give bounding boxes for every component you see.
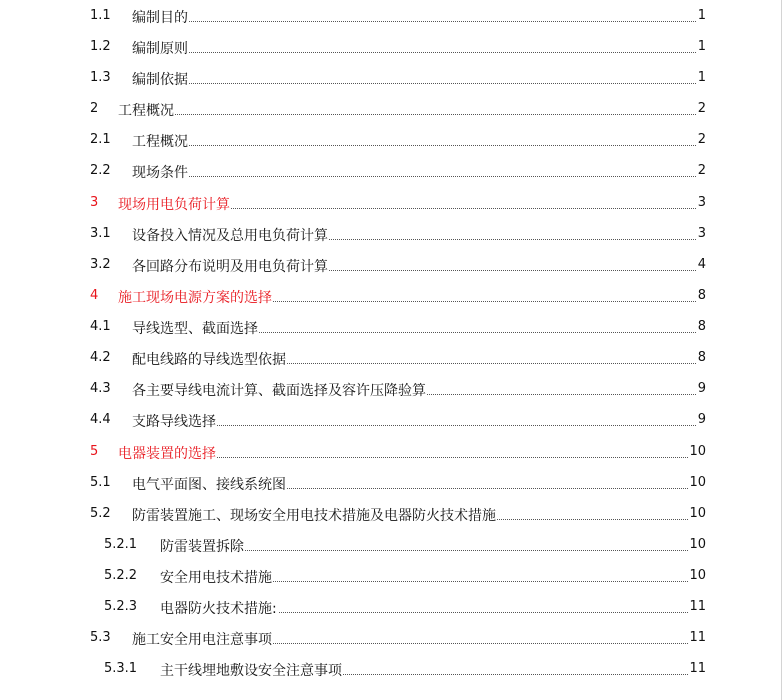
toc-page-number: 3 — [697, 226, 706, 241]
toc-page-number: 8 — [697, 319, 706, 334]
toc-entry-5-2-1[interactable] — [0, 534, 784, 556]
toc-entry-5-1[interactable] — [0, 472, 784, 494]
toc-entry-4-1[interactable] — [0, 316, 784, 338]
toc-page-number: 11 — [689, 661, 706, 676]
toc-number: 5.3.1 — [104, 661, 138, 676]
toc-leader — [132, 145, 700, 146]
toc-number: 3.1 — [90, 226, 111, 241]
toc-number: 5.2.2 — [104, 568, 138, 583]
toc-title: 支路导线选择 — [132, 411, 217, 431]
toc-number: 1.3 — [90, 70, 111, 85]
toc-page-number: 2 — [697, 163, 706, 178]
toc-title: 电气平面图、接线系统图 — [132, 474, 287, 494]
toc-entry-4-3[interactable] — [0, 378, 784, 400]
toc-page-number: 8 — [697, 350, 706, 365]
toc-title: 电器防火技术措施: — [160, 598, 278, 618]
toc-title: 编制依据 — [132, 69, 189, 89]
toc-page-number: 1 — [697, 8, 706, 23]
toc-number: 5.3 — [90, 630, 111, 645]
toc-number: 4.2 — [90, 350, 111, 365]
toc-page-number: 9 — [697, 381, 706, 396]
toc-number: 1.2 — [90, 39, 111, 54]
toc-title: 防雷装置拆除 — [160, 536, 245, 556]
toc-number: 1.1 — [90, 8, 111, 23]
toc-entry-1-1[interactable] — [0, 5, 784, 27]
toc-page-number: 4 — [697, 257, 706, 272]
toc-leader — [132, 52, 700, 53]
toc-title: 各回路分布说明及用电负荷计算 — [132, 256, 329, 276]
toc-title: 设备投入情况及总用电负荷计算 — [132, 225, 329, 245]
toc-page-number: 11 — [689, 630, 706, 645]
toc-title: 导线选型、截面选择 — [132, 318, 259, 338]
toc-number: 5.1 — [90, 475, 111, 490]
toc-page-number: 3 — [697, 195, 706, 210]
toc-entry-1-2[interactable] — [0, 36, 784, 58]
toc-number: 3 — [90, 195, 99, 210]
toc-entry-5-3[interactable] — [0, 627, 784, 649]
toc-page-number: 2 — [697, 132, 706, 147]
toc-page-number: 9 — [697, 412, 706, 427]
toc-leader — [132, 425, 700, 426]
toc-page-number: 1 — [697, 70, 706, 85]
toc-entry-5[interactable] — [0, 441, 784, 463]
toc-number: 4.1 — [90, 319, 111, 334]
toc-number: 3.2 — [90, 257, 111, 272]
toc-title: 防雷装置施工、现场安全用电技术措施及电器防火技术措施 — [132, 505, 497, 525]
toc-title: 配电线路的导线选型依据 — [132, 349, 287, 369]
toc-title: 安全用电技术措施 — [160, 567, 273, 587]
toc-number: 5 — [90, 444, 99, 459]
toc-page-number: 10 — [689, 537, 706, 552]
toc-leader — [118, 114, 700, 115]
toc-entry-3-2[interactable] — [0, 254, 784, 276]
toc-number: 2.1 — [90, 132, 111, 147]
toc-title: 施工现场电源方案的选择 — [118, 287, 273, 307]
toc-entry-4[interactable] — [0, 285, 784, 307]
toc-number: 4 — [90, 288, 99, 303]
toc-entry-5-3-1[interactable] — [0, 658, 784, 680]
toc-title: 施工安全用电注意事项 — [132, 629, 273, 649]
toc-page-number: 2 — [697, 101, 706, 116]
toc-page-number: 11 — [689, 599, 706, 614]
toc-page-number: 10 — [689, 506, 706, 521]
toc-entry-5-2[interactable] — [0, 503, 784, 525]
toc-title: 编制原则 — [132, 38, 189, 58]
toc-number: 5.2 — [90, 506, 111, 521]
toc-page-number: 10 — [689, 444, 706, 459]
toc-page-number: 10 — [689, 568, 706, 583]
toc-leader — [132, 176, 700, 177]
toc-number: 4.3 — [90, 381, 111, 396]
toc-leader — [132, 21, 700, 22]
toc-page-number: 10 — [689, 475, 706, 490]
toc-entry-4-2[interactable] — [0, 347, 784, 369]
toc-page-number: 1 — [697, 39, 706, 54]
toc-entry-1-3[interactable] — [0, 67, 784, 89]
toc-entry-3[interactable] — [0, 192, 784, 214]
toc-number: 5.2.3 — [104, 599, 138, 614]
toc-entry-5-2-3[interactable] — [0, 596, 784, 618]
toc-leader — [132, 83, 700, 84]
toc-title: 现场用电负荷计算 — [118, 194, 231, 214]
toc-title: 工程概况 — [132, 131, 189, 151]
toc-number: 4.4 — [90, 412, 111, 427]
toc-page-number: 8 — [697, 288, 706, 303]
toc-entry-2-2[interactable] — [0, 160, 784, 182]
toc-number: 2 — [90, 101, 99, 116]
toc-entry-5-2-2[interactable] — [0, 565, 784, 587]
toc-title: 各主要导线电流计算、截面选择及容许压降验算 — [132, 380, 427, 400]
toc-number: 5.2.1 — [104, 537, 138, 552]
toc-number: 2.2 — [90, 163, 111, 178]
toc-title: 现场条件 — [132, 162, 189, 182]
toc-title: 编制目的 — [132, 7, 189, 27]
toc-entry-2[interactable] — [0, 98, 784, 120]
toc-title: 电器装置的选择 — [118, 443, 217, 463]
toc-title: 主干线埋地敷设安全注意事项 — [160, 660, 343, 680]
toc-entry-3-1[interactable] — [0, 223, 784, 245]
toc-entry-4-4[interactable] — [0, 409, 784, 431]
toc-title: 工程概况 — [118, 100, 175, 120]
toc-entry-2-1[interactable] — [0, 129, 784, 151]
